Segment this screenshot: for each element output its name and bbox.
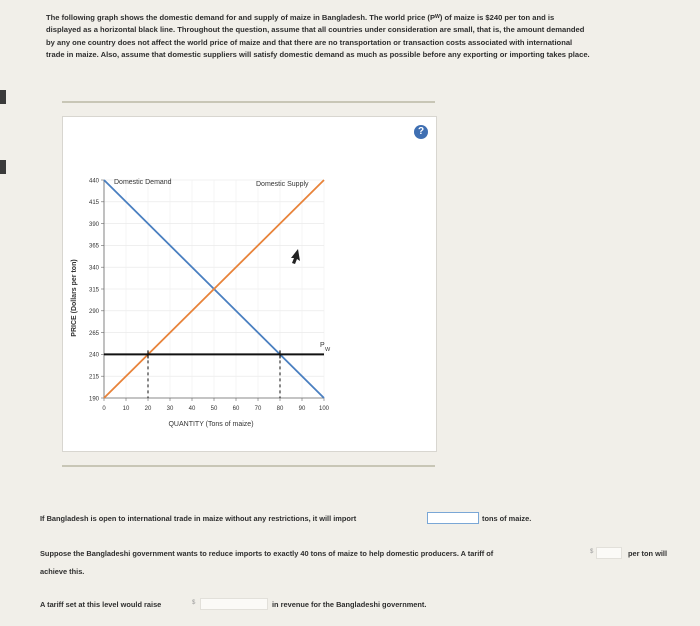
window-edge-marker — [0, 90, 6, 104]
intro-line: by any one country does not affect the world price of maize and that there are no transportation or transaction costs associated with international — [46, 37, 573, 47]
x-tick-label: 100 — [318, 406, 330, 412]
y-tick-label: 415 — [88, 200, 99, 207]
world-price-label-sub: W — [325, 347, 331, 353]
intro-line: The following graph shows the domestic demand for and supply of maize in Bangladesh. The world price (Pᵂ) of maize is $240 per ton and is — [46, 13, 555, 22]
divider — [62, 101, 435, 103]
legend-demand-label: Domestic Demand — [114, 179, 172, 186]
world-price-label — [320, 342, 331, 353]
imports-answer-input[interactable] — [427, 512, 479, 524]
x-tick-label: 70 — [254, 406, 262, 412]
y-tick-label: 265 — [88, 330, 99, 337]
x-tick-label: 60 — [232, 406, 240, 412]
x-tick-label: 80 — [276, 406, 284, 412]
x-tick-labels — [102, 398, 329, 412]
intro-line: displayed as a horizontal black line. Throughout the question, assume that all countries under consideration are small, that is, the amount demanded — [46, 25, 585, 35]
q3-suffix: in revenue for the Bangladeshi government. — [272, 600, 427, 609]
y-axis-label: PRICE (Dollars per ton) — [71, 259, 78, 337]
q2-suffix: per ton will — [628, 549, 668, 558]
tariff-answer-input[interactable] — [596, 547, 622, 559]
x-tick-label: 30 — [166, 406, 174, 412]
y-tick-label: 215 — [88, 374, 99, 381]
q2-dollar-sign: $ — [590, 549, 594, 555]
window-edge-marker — [0, 160, 6, 174]
y-tick-label: 240 — [88, 352, 99, 359]
y-tick-label: 290 — [88, 309, 99, 316]
q3-dollar-sign: $ — [192, 600, 196, 606]
legend-supply-label: Domestic Supply — [256, 181, 309, 188]
revenue-answer-input[interactable] — [200, 598, 268, 610]
q1-text: If Bangladesh is open to international trade in maize without any restrictions, it will import — [40, 514, 357, 523]
q3-text: A tariff set at this level would raise — [40, 600, 162, 609]
world-price-label-p: P — [320, 342, 325, 349]
x-axis-label: QUANTITY (Tons of maize) — [168, 421, 254, 428]
x-tick-label: 40 — [188, 406, 196, 412]
supply-demand-chart — [62, 116, 435, 450]
y-tick-label: 190 — [88, 396, 99, 403]
y-tick-label: 365 — [88, 243, 99, 250]
question-intro — [46, 12, 676, 61]
q2-line2: achieve this. — [40, 567, 85, 576]
arrow-cursor-icon — [291, 249, 300, 264]
y-tick-label: 315 — [88, 287, 99, 294]
y-tick-label: 340 — [88, 265, 99, 272]
x-tick-label: 20 — [144, 406, 152, 412]
intro-line: trade in maize. Also, assume that domestic suppliers will satisfy domestic demand as much as possible before any exporting or importing takes place. — [46, 49, 590, 59]
x-tick-label: 50 — [210, 406, 218, 412]
x-tick-label: 10 — [122, 406, 130, 412]
y-tick-label: 390 — [88, 221, 99, 228]
q1-suffix: tons of maize. — [482, 514, 532, 523]
divider — [62, 465, 435, 467]
x-tick-label: 0 — [102, 406, 106, 412]
q2-text: Suppose the Bangladeshi government wants to reduce imports to exactly 40 tons of maize to help domestic producers. A tariff of — [40, 549, 494, 558]
x-tick-label: 90 — [298, 406, 306, 412]
y-tick-label: 440 — [88, 178, 99, 185]
help-icon[interactable]: ? — [414, 125, 428, 139]
y-tick-labels — [89, 178, 104, 402]
